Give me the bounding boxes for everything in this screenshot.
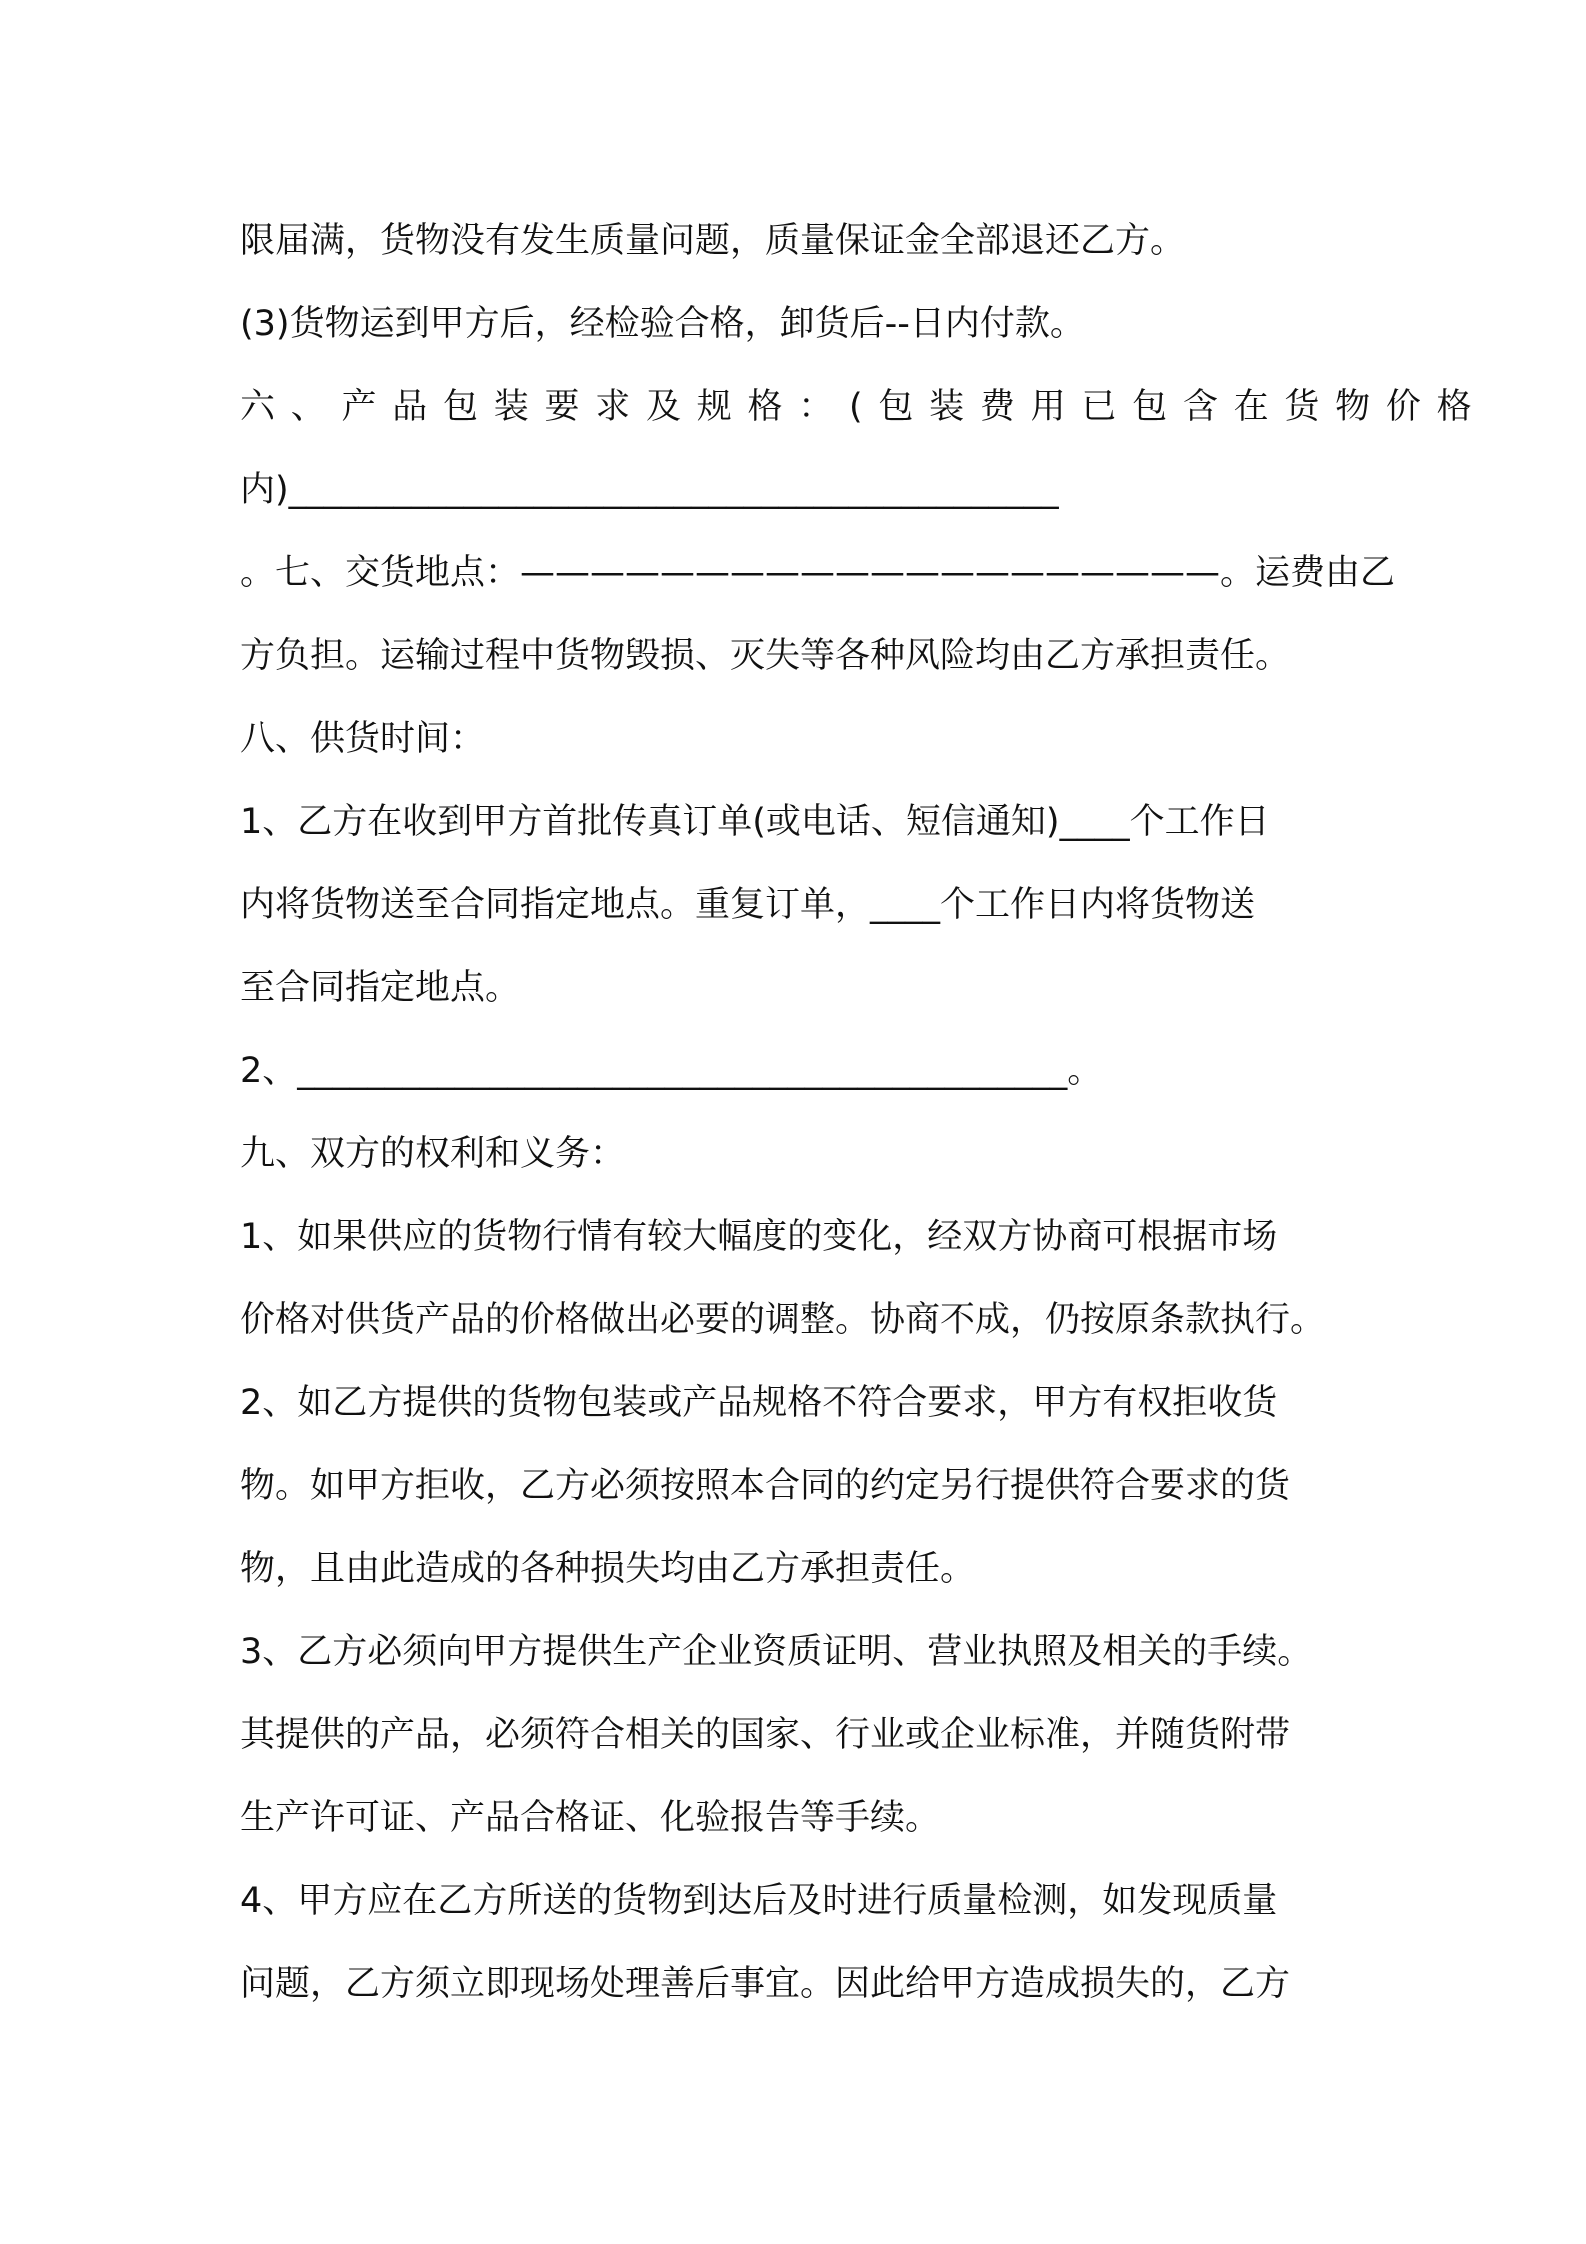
text-line: 问题，乙方须立即现场处理善后事宜。因此给甲方造成损失的，乙方 [240, 1964, 1291, 2004]
text-line: 内)____________________________________________ [240, 470, 1059, 510]
text-line: 内将货物送至合同指定地点。重复订单，____个工作日内将货物送 [240, 885, 1256, 925]
text-line: 物，且由此造成的各种损失均由乙方承担责任。 [240, 1549, 976, 1589]
contract-text [240, 200, 1488, 2026]
text-line: 2、____________________________________________。 [240, 1051, 1103, 1091]
text-line: 至合同指定地点。 [240, 968, 521, 1008]
section-heading: 八、供货时间： [240, 719, 486, 759]
text-line: 2、如乙方提供的货物包装或产品规格不符合要求，甲方有权拒收货 [240, 1383, 1278, 1423]
section-heading: 九、双方的权利和义务： [240, 1134, 626, 1174]
text-line: 1、如果供应的货物行情有较大幅度的变化，经双方协商可根据市场 [240, 1217, 1278, 1257]
text-line: 价格对供货产品的价格做出必要的调整。协商不成，仍按原条款执行。 [240, 1300, 1326, 1340]
text-line: 。七、交货地点：————————————————————。运费由乙 [240, 553, 1396, 593]
text-line: 4、甲方应在乙方所送的货物到达后及时进行质量检测，如发现质量 [240, 1881, 1278, 1921]
text-line: 1、乙方在收到甲方首批传真订单(或电话、短信通知)____个工作日 [240, 802, 1270, 842]
text-line: 物。如甲方拒收，乙方必须按照本合同的约定另行提供符合要求的货 [240, 1466, 1291, 1506]
text-line: 限届满，货物没有发生质量问题，质量保证金全部退还乙方。 [240, 221, 1186, 261]
section-heading: 六、产品包装要求及规格：(包装费用已包含在货物价格 [240, 387, 1488, 427]
text-line: 其提供的产品，必须符合相关的国家、行业或企业标准，并随货附带 [240, 1715, 1291, 1755]
text-line: (3)货物运到甲方后，经检验合格，卸货后--日内付款。 [240, 304, 1085, 344]
text-line: 3、乙方必须向甲方提供生产企业资质证明、营业执照及相关的手续。 [240, 1632, 1313, 1672]
text-line: 方负担。运输过程中货物毁损、灭失等各种风险均由乙方承担责任。 [240, 636, 1291, 676]
text-line: 生产许可证、产品合格证、化验报告等手续。 [240, 1798, 941, 1838]
